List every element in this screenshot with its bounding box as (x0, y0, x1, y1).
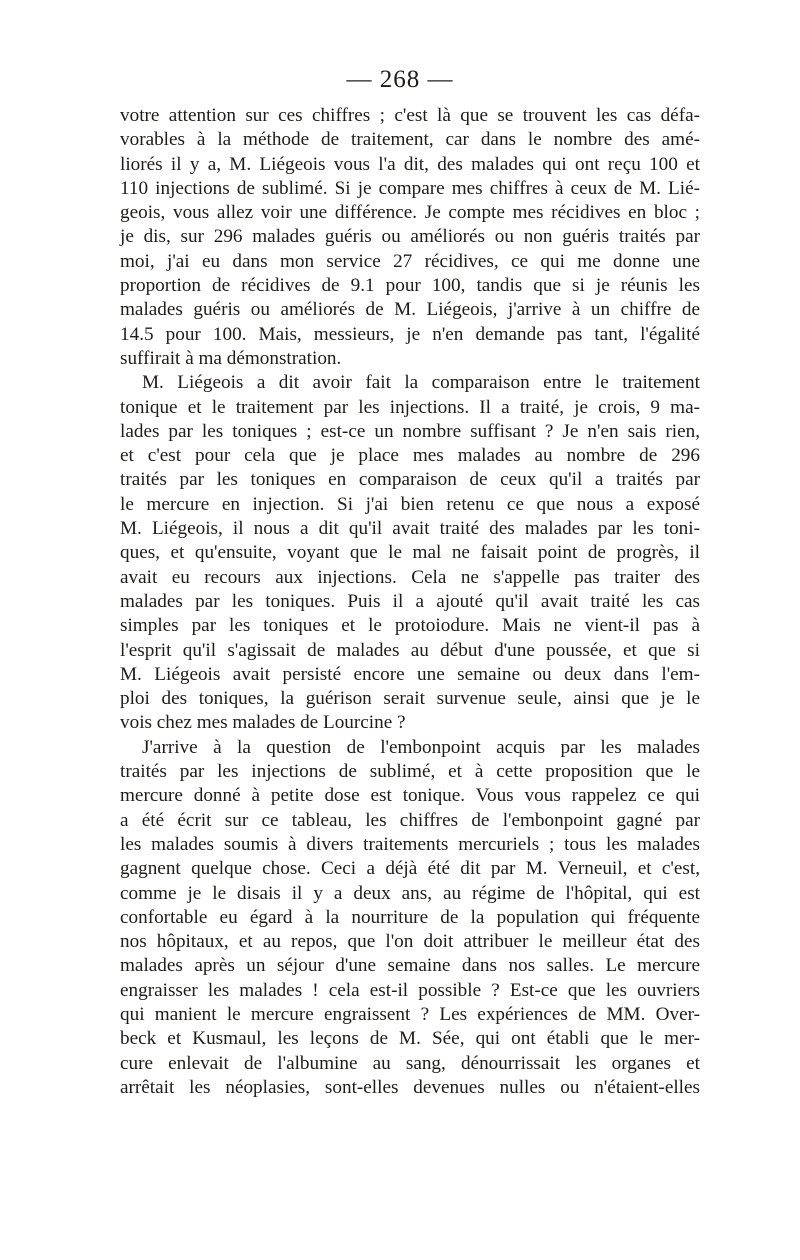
text-line: a été écrit sur ce tableau, les chiffres de l'embonpoint gagné par (120, 809, 700, 831)
text-line: simples par les toniques et le protoiodure. Mais ne vient-il pas à (120, 615, 700, 637)
text-line: moi, j'ai eu dans mon service 27 récidives, ce qui me donne une (120, 250, 700, 272)
text-line: et c'est pour cela que je place mes malades au nombre de 296 (120, 445, 700, 467)
text-line: M. Liégeois a dit avoir fait la comparaison entre le traitement (142, 372, 700, 394)
text-line: ploi des toniques, la guérison serait survenue seule, ainsi que je le (120, 688, 700, 710)
text-line: malades par les toniques. Puis il a ajouté qu'il avait traité les cas (120, 590, 700, 612)
text-line: vorables à la méthode de traitement, car dans le nombre des amé- (120, 129, 700, 151)
text-line: confortable eu égard à la nourriture de la population qui fréquente (120, 906, 700, 928)
text-line: proportion de récidives de 9.1 pour 100, tandis que si je réunis les (120, 275, 700, 297)
text-line: geois, vous allez voir une différence. Je compte mes récidives en bloc ; (120, 202, 700, 224)
text-line: malades guéris ou améliorés de M. Liégeois, j'arrive à un chiffre de (120, 299, 700, 321)
text-line: 14.5 pour 100. Mais, messieurs, je n'en demande pas tant, l'égalité (120, 323, 700, 345)
text-line: qui manient le mercure engraissent ? Les expériences de MM. Over- (120, 1003, 700, 1025)
text-line: beck et Kusmaul, les leçons de M. Sée, qui ont établi que le mer- (120, 1028, 700, 1050)
text-line: cure enlevait de l'albumine au sang, dénourrissait les organes et (120, 1052, 700, 1074)
text-line: traités par les injections de sublimé, et à cette proposition que le (120, 761, 700, 783)
text-line: arrêtait les néoplasies, sont-elles devenues nulles ou n'étaient-elles (120, 1076, 700, 1098)
text-line: engraisser les malades ! cela est-il possible ? Est-ce que les ouvriers (120, 979, 700, 1001)
text-line: suffirait à ma démonstration. (120, 347, 342, 369)
text-line: lades par les toniques ; est-ce un nombre suffisant ? Je n'en sais rien, (120, 420, 700, 442)
page-number: — 268 — (346, 66, 454, 93)
text-line: votre attention sur ces chiffres ; c'est là que se trouvent les cas défa- (120, 105, 700, 126)
text-line: ques, et qu'ensuite, voyant que le mal ne faisait point de progrès, il (120, 542, 700, 564)
text-line: les malades soumis à divers traitements mercuriels ; tous les malades (120, 833, 700, 855)
paragraph-3 (120, 736, 700, 1100)
text-line: traités par les toniques en comparaison de ceux qu'il a traités par (120, 469, 700, 491)
text-line: comme je le disais il y a deux ans, au régime de l'hôpital, qui est (120, 882, 700, 904)
page-body (120, 104, 700, 1100)
text-line: tonique et le traitement par les injections. Il a traité, je crois, 9 ma- (120, 396, 700, 418)
paragraph-2 (120, 371, 700, 735)
text-line: l'esprit qu'il s'agissait de malades au début d'une poussée, et que si (120, 639, 700, 661)
text-line: avait eu recours aux injections. Cela ne s'appelle pas traiter des (120, 566, 700, 588)
text-line: mercure donné à petite dose est tonique. Vous vous rappelez ce qui (120, 785, 700, 807)
text-line: 110 injections de sublimé. Si je compare mes chiffres à ceux de M. Lié- (120, 177, 700, 199)
text-line: J'arrive à la question de l'embonpoint acquis par les malades (142, 736, 700, 758)
text-line: malades après un séjour d'une semaine dans nos salles. Le mercure (120, 955, 700, 977)
text-line: nos hôpitaux, et au repos, que l'on doit attribuer le meilleur état des (120, 931, 700, 953)
text-line: M. Liégeois, il nous a dit qu'il avait traité des malades par les toni- (120, 518, 700, 540)
text-line: liorés il y a, M. Liégeois vous l'a dit, des malades qui ont reçu 100 et (120, 153, 700, 175)
paragraph-1 (120, 104, 700, 371)
text-line: vois chez mes malades de Lourcine ? (120, 712, 406, 734)
text-line: je dis, sur 296 malades guéris ou améliorés ou non guéris traités par (120, 226, 700, 248)
text-line: M. Liégeois avait persisté encore une semaine ou deux dans l'em- (120, 663, 700, 685)
text-line: le mercure en injection. Si j'ai bien retenu ce que nous a exposé (120, 493, 700, 515)
text-line: gagnent quelque chose. Ceci a déjà été dit par M. Verneuil, et c'est, (120, 858, 700, 880)
